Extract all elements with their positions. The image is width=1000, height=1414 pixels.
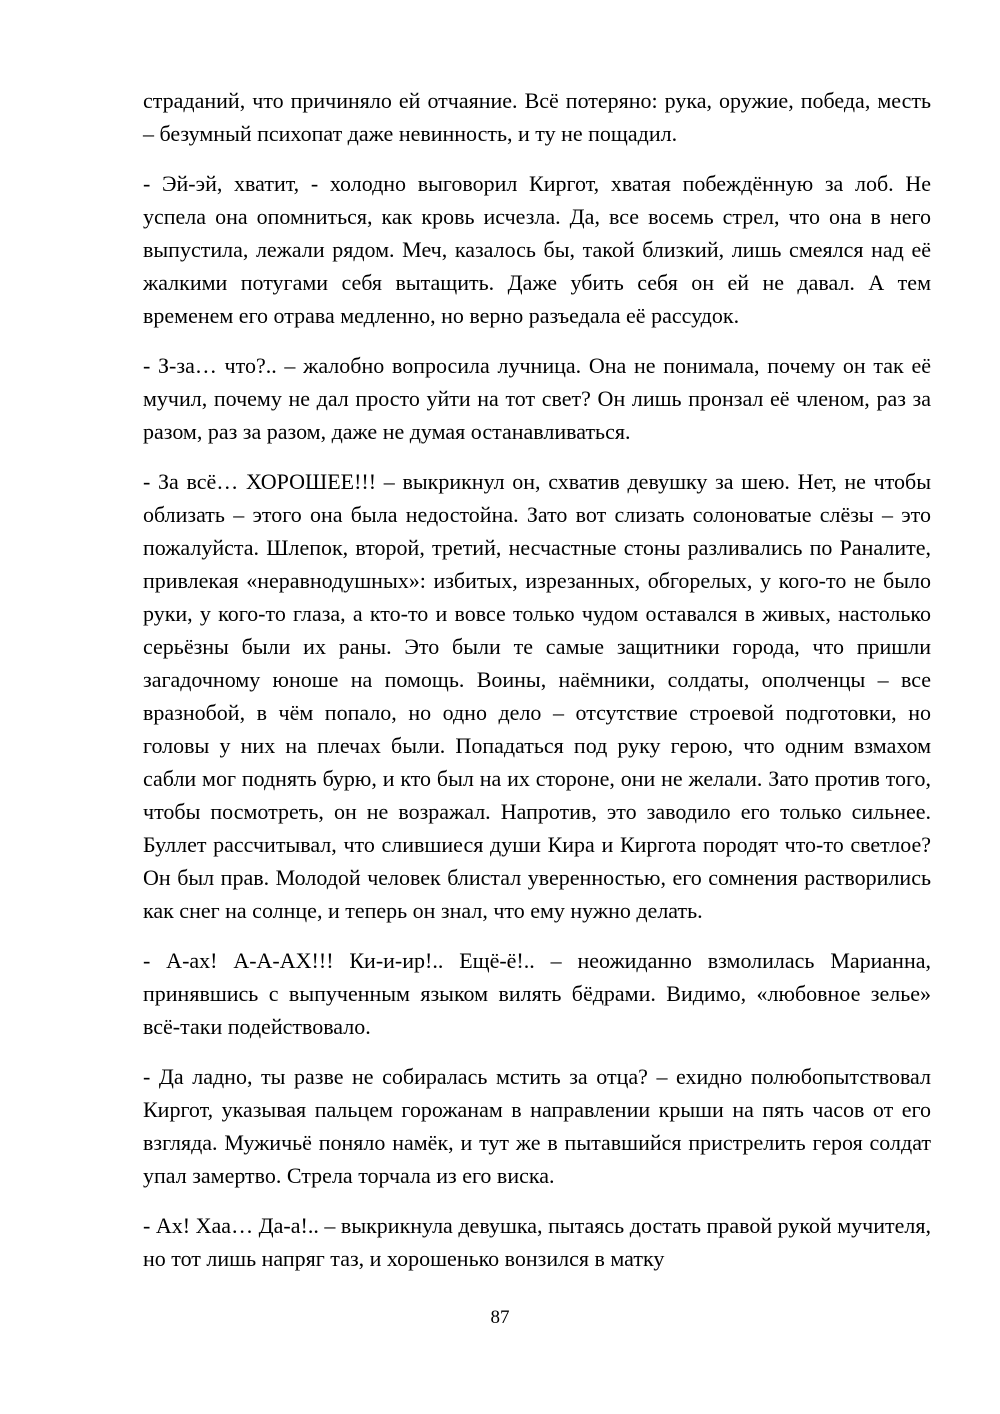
paragraph: - Ах! Хаа… Да-а!.. – выкрикнула девушка, пытаясь достать правой рукой мучителя, но тот лишь напряг таз, и хорошенько вонзился в матку — [143, 1213, 931, 1271]
paragraph: - Да ладно, ты разве не собиралась мстить за отца? – ехидно полюбопытствовал Киргот, указывая пальцем горожанам в направлении крыши на пять часов от его взгляда. Мужичьё поняло намёк, и тут же в пытавшийся пристрелить героя солдат упал замертво. Стрела торчала из его виска. — [143, 1064, 931, 1188]
paragraph: - А-ах! А-А-АХ!!! Ки-и-ир!.. Ещё-ё!.. – неожиданно взмолилась Марианна, принявшись с выпученным языком вилять бёдрами. Видимо, «любовное зелье» всё-таки подействовало. — [143, 948, 931, 1039]
paragraph: - З-за… что?.. – жалобно вопросила лучница. Она не понимала, почему он так её мучил, почему не дал просто уйти на тот свет? Он лишь пронзал её членом, раз за разом, раз за разом, даже не думая останавливаться. — [143, 353, 931, 444]
page-text-block — [143, 84, 931, 1292]
paragraph: страданий, что причиняло ей отчаяние. Всё потеряно: рука, оружие, победа, месть – безумный психопат даже невинность, и ту не пощадил. — [143, 88, 931, 146]
paragraph: - Эй-эй, хватит, - холодно выговорил Киргот, хватая побеждённую за лоб. Не успела она опомниться, как кровь исчезла. Да, все восемь стрел, что она в него выпустила, лежали рядом. Меч, казалось бы, такой близкий, лишь смеялся над её жалкими потугами себя вытащить. Даже убить себя он ей не давал. А тем временем его отрава медленно, но верно разъедала её рассудок. — [143, 171, 931, 328]
paragraph: - За всё… ХОРОШЕЕ!!! – выкрикнул он, схватив девушку за шею. Нет, не чтобы облизать – этого она была недостойна. Зато вот слизать солоноватые слёзы – это пожалуйста. Шлепок, второй, третий, несчастные стоны разливались по Раналите, привлекая «неравнодушных»: избитых, изрезанных, обгорелых, у кого-то не было руки, у кого-то глаза, а кто-то и вовсе только чудом оставался в живых, настолько серьёзны были их раны. Это были те самые защитники города, что пришли загадочному юноше на помощь. Воины, наёмники, солдаты, ополченцы – все вразнобой, в чём попало, но одно дело – отсутствие строевой подготовки, но головы у них на плечах были. Попадаться под руку герою, что одним взмахом сабли мог поднять бурю, и кто был на их стороне, они не желали. Зато против того, чтобы посмотреть, он не возражал. Напротив, это заводило его только сильнее. Буллет рассчитывал, что слившиеся души Кира и Киргота породят что-то светлое? Он был прав. Молодой человек блистал уверенностью, его сомнения растворились как снег на солнце, и теперь он знал, что ему нужно делать. — [143, 469, 931, 923]
page-number: 87 — [490, 1307, 510, 1328]
